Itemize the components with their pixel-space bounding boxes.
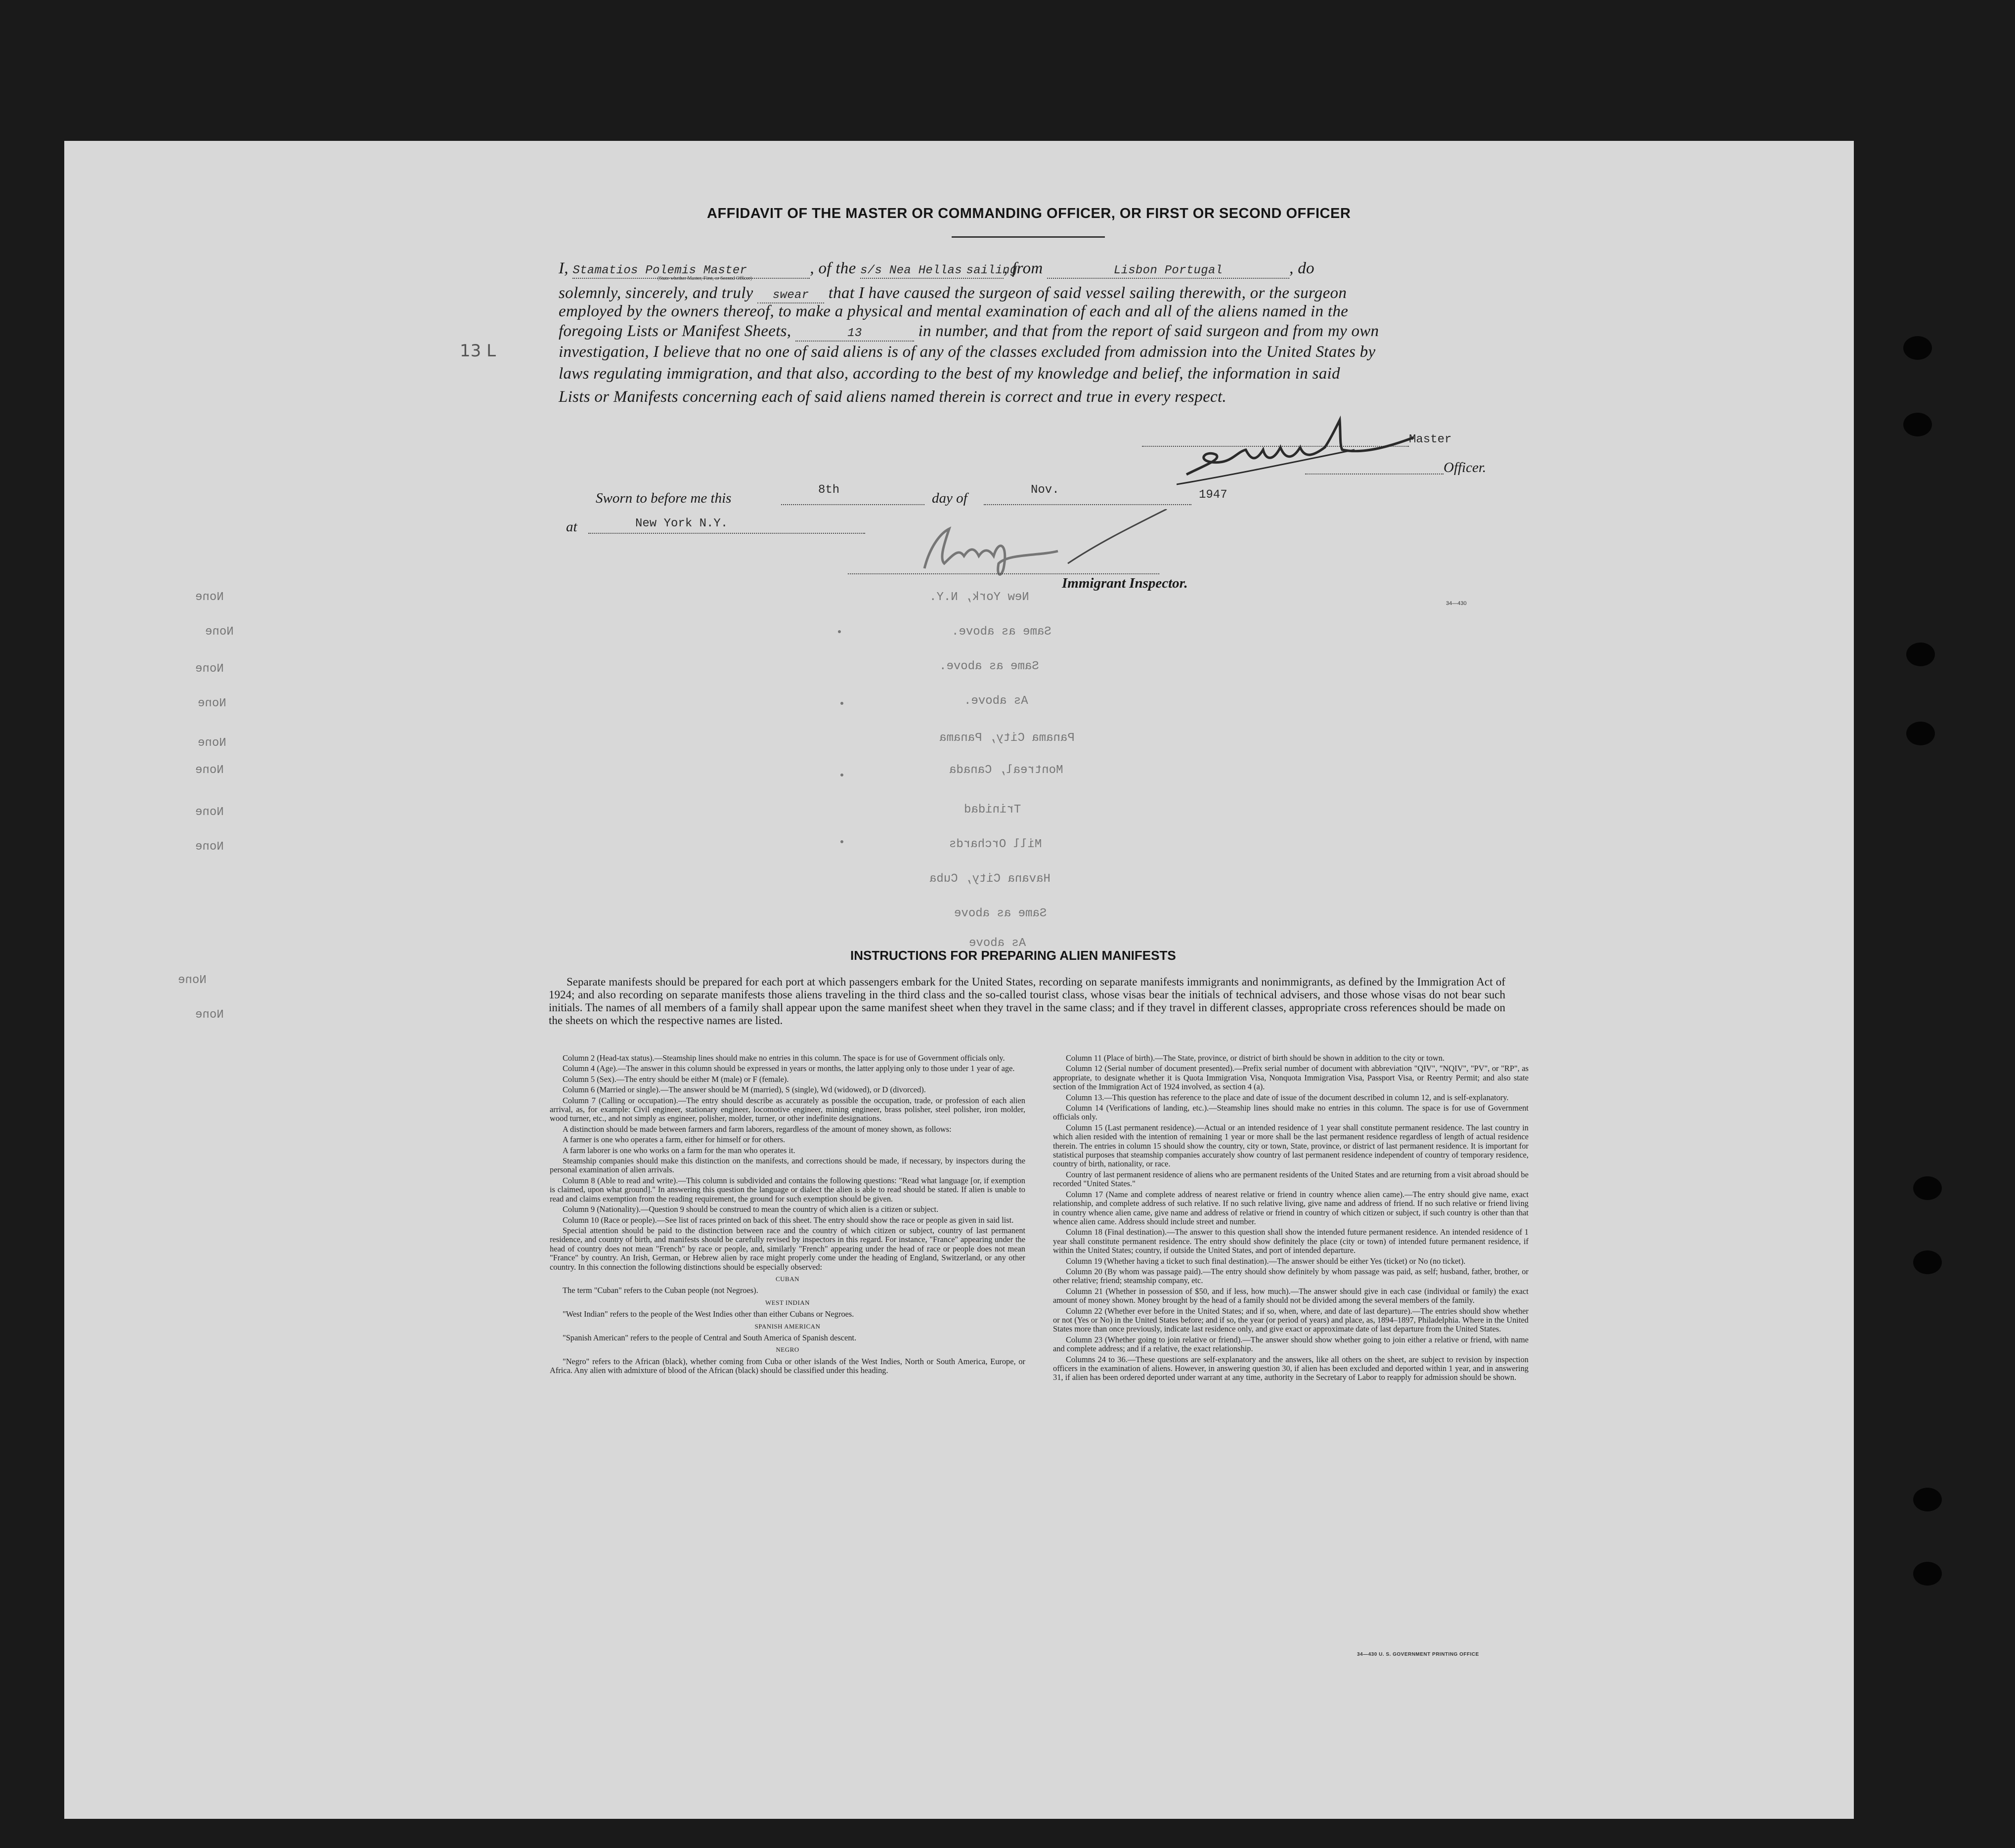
instruction-paragraph: A farm laborer is one who works on a farm for the man who operates it. xyxy=(563,1145,795,1155)
instruction-paragraph: Special attention should be paid to the distinction between race and the country of which citizen or subject, country of last permanent residence, and country of birth, and manifests should be carefully revised by inspectors in this regard. For instance, "France" appearing under the head of country does not mean "French" by race or people, and, similarly "French" appearing under the head of race or people does not mean "France" by country. An Irish, German, or Hebrew alien by race might properly come under the heading of England, Switzerland, or any other country. In this connection the following distinctions should be especially observed: xyxy=(550,1225,1025,1272)
punch-hole xyxy=(1906,722,1935,745)
bleed-through-mark xyxy=(838,630,841,633)
form-number: 34—430 xyxy=(1446,601,1467,606)
vessel-name: s/s Nea Hellas xyxy=(860,264,962,277)
affidavit-line-2: solemnly, sincerely, and truly swear that I have caused the surgeon of said vessel sailing therewith, or the surgeon xyxy=(559,284,1503,303)
bleed-through-text: None xyxy=(198,736,226,750)
bleed-through-mark xyxy=(840,774,843,776)
instruction-paragraph: Column 8 (Able to read and write).—This column is subdivided and contains the following questions: "Read what language [or, if exemption is claimed, upon what ground]." In answering this question the language or dialect the alien is able to read should be stated. If alien is unable to read and claims exemption from the reading requirement, the ground for such exemption should be given. xyxy=(550,1175,1025,1203)
punch-hole xyxy=(1913,1562,1942,1586)
master-title: Master xyxy=(1409,433,1452,446)
bleed-through-text: Same as above. xyxy=(952,625,1051,639)
instruction-paragraph: "Spanish American" refers to the people of Central and South America of Spanish descent. xyxy=(563,1332,857,1342)
instruction-paragraph: Column 17 (Name and complete address of nearest relative or friend in country whence alien came).—The entry should give name, exact relationship, and complete address of such relative. If no such relative living, give name and address of friend. If no such relative or friend living in country whence alien came, give name and address of relative or friend in country of which citizen or subject, if such country is other than that whence alien came. Address should include street and number. xyxy=(1053,1189,1529,1226)
bleed-through-mark xyxy=(840,840,843,843)
instructions-title: INSTRUCTIONS FOR PREPARING ALIEN MANIFESTS xyxy=(850,948,1176,963)
instruction-paragraph: Steamship companies should make this distinction on the manifests, and corrections should be made, if necessary, by inspectors during the personal examination of alien arrivals. xyxy=(550,1156,1025,1175)
officer-rank-hint: (State whether Master, First, or Second Officer) xyxy=(657,276,752,281)
instruction-paragraph: Column 7 (Calling or occupation).—The entry should describe as accurately as possible the occupation, trade, or profession of each alien arrival, as, for example: Civil engineer, stationary engineer, locomotive engineer, mining engineer, brass polisher, steel polisher, iron molder, wood turner, etc., and not simply as engineer, polisher, molder, turner, or other indefinite designations. xyxy=(550,1095,1025,1123)
instruction-paragraph: Country of last permanent residence of aliens who are permanent residents of the United States and are returning from a visit abroad should be recorded "United States." xyxy=(1053,1169,1529,1189)
instruction-paragraph: Column 11 (Place of birth).—The State, province, or district of birth should be shown in addition to the city or town. xyxy=(1066,1053,1445,1063)
bleed-through-text: None xyxy=(195,806,224,819)
instruction-paragraph: A farmer is one who operates a farm, either for himself or for others. xyxy=(563,1135,786,1145)
bleed-through-text: None xyxy=(205,625,234,639)
inspector-label: Immigrant Inspector. xyxy=(1062,575,1188,591)
sworn-place: New York N.Y. xyxy=(635,517,728,530)
section-heading: WEST INDIAN xyxy=(765,1298,810,1306)
instruction-paragraph: "Negro" refers to the African (black), whether coming from Cuba or other islands of the West Indies, North or South America, Europe, or Africa. Any alien with admixture of blood of the African (black) should be classified under this heading. xyxy=(550,1356,1025,1375)
bleed-through-text: None xyxy=(198,697,226,710)
bleed-through-text: Same as above xyxy=(954,907,1047,920)
instruction-paragraph: Column 19 (Whether having a ticket to such final destination).—The answer should be either Yes (ticket) or No (no ticket). xyxy=(1066,1256,1466,1266)
instruction-paragraph: Column 6 (Married or single).—The answer should be M (married), S (single), Wd (widowed), or D (divorced). xyxy=(563,1085,926,1095)
printer-imprint: 34—430 U. S. GOVERNMENT PRINTING OFFICE xyxy=(1357,1652,1479,1657)
affidavit-line-7: Lists or Manifests concerning each of said aliens named therein is correct and true in every respect. xyxy=(559,388,1227,406)
instruction-paragraph: Column 14 (Verifications of landing, etc.).—Steamship lines should make no entries in this column. The space is for use of Government officials only. xyxy=(1053,1103,1529,1122)
instruction-paragraph: The term "Cuban" refers to the Cuban people (not Negroes). xyxy=(563,1286,758,1295)
instruction-paragraph: Column 10 (Race or people).—See list of races printed on back of this sheet. The entry should show the race or people as given in said list. xyxy=(563,1215,1014,1225)
sworn-month: Nov. xyxy=(1031,483,1059,497)
sheet-count: 13 xyxy=(847,327,862,340)
sworn-day: 8th xyxy=(818,483,840,497)
instructions-intro: Separate manifests should be prepared for each port at which passengers embark for the United States, recording on separate manifests immigrants and nonimmigrants, as defined by the Immigration Act of 1924; and also recording on separate manifests those aliens traveling in the third class and the so-called tourist class, whose visas bear the initials of technical advisers, and those whose visas do not bear such initials. The names of all members of a family shall appear upon the same manifest sheet when they travel in the same class; and if they travel in different classes, appropriate cross references should be made on the sheets on which the respective names are listed. xyxy=(549,976,1505,1027)
inspector-signature xyxy=(910,509,1216,583)
affidavit-title: AFFIDAVIT OF THE MASTER OR COMMANDING OFFICER, OR FIRST OR SECOND OFFICER xyxy=(707,206,1351,221)
punch-hole xyxy=(1906,643,1935,666)
instruction-paragraph: "West Indian" refers to the people of the West Indies other than either Cubans or Negroes. xyxy=(563,1309,854,1319)
day-of-label: day of xyxy=(932,490,967,506)
punch-hole xyxy=(1903,336,1932,360)
bleed-through-text: Havana City, Cuba xyxy=(929,872,1051,886)
instruction-paragraph: Column 13.—This question has reference to the place and date of issue of the document described in column 12, and is self-explanatory. xyxy=(1066,1092,1509,1102)
sworn-label: Sworn to before me this xyxy=(596,490,732,506)
bleed-through-text: As above. xyxy=(964,694,1028,708)
instruction-paragraph: Column 22 (Whether ever before in the United States; and if so, when, where, and date of last departure).—The entries should show whether or not (Yes or No) in the United States before; and if so, the year (or period of years) and place, as, 1894–1897, Philadelphia. Where in the United States more than once previously, indicate last residence only, and give exact or approximate date of last departure from the United States. xyxy=(1053,1306,1529,1334)
affidavit-line-4: foregoing Lists or Manifest Sheets, 13 in number, and that from the report of said surgeon and from my own xyxy=(559,322,1503,342)
instruction-paragraph: A distinction should be made between farmers and farm laborers, regardless of the amount of money shown, as follows: xyxy=(563,1124,952,1134)
instruction-paragraph: Column 15 (Last permanent residence).—Actual or an intended residence of 1 year shall constitute permanent residence. The last country in which alien resided with the intention of remaining 1 year or more shall be the last permanent residence regardless of length of actual residence therein. The entries in column 15 should show the country, city or town, State, province, or district of last permanent residence. It is important for statistical purposes that steamship companies accurately show country of last permanent residence independent of country of temporary residence, country of birth, nationality, or race. xyxy=(1053,1122,1529,1169)
margin-pencil-note: 13 L xyxy=(460,341,496,361)
instruction-paragraph: Columns 24 to 36.—These questions are self-explanatory and the answers, like all others on the sheet, are subject to revision by inspection officers in the examination of aliens. However, in answering question 30, if alien has been excluded and deported within 1 year, and in answering 31, if alien has been ordered deported under warrant at any time, authority in the Secretary of Labor to reapply for admission should be shown. xyxy=(1053,1354,1529,1382)
officer-label: Officer. xyxy=(1444,460,1487,475)
instruction-paragraph: Column 2 (Head-tax status).—Steamship lines should make no entries in this column. The space is for use of Government officials only. xyxy=(563,1053,1005,1063)
sworn-year: 1947 xyxy=(1199,488,1227,502)
instruction-paragraph: Column 9 (Nationality).—Question 9 should be construed to mean the country of which alien is a citizen or subject. xyxy=(563,1204,939,1214)
departure-port: Lisbon Portugal xyxy=(1113,264,1223,277)
punch-hole xyxy=(1913,1488,1942,1511)
bleed-through-text: None xyxy=(195,764,224,777)
affidavit-line-1: I, Stamatios Polemis Master , of the s/s Nea Hellas sailing, from Lisbon Portugal , do xyxy=(559,259,1503,279)
title-rule xyxy=(952,236,1105,238)
instructions-right-column xyxy=(1053,1054,1529,1384)
instruction-paragraph: Column 18 (Final destination).—The answer to this question shall show the intended future permanent residence. An intended residence of 1 year shall constitute permanent residence. The entry should show definitely the place (city or town) of intended future permanent residence, if within the United States; country, if outside the United States, and port of intended departure. xyxy=(1053,1227,1529,1255)
bleed-through-text: None xyxy=(195,662,224,676)
instruction-paragraph: Column 21 (Whether in possession of $50, and if less, how much).—The answer should give in each case (individual or family) the exact amount of money shown. Money brought by the head of a family should not be divided among the several members of the family. xyxy=(1053,1286,1529,1305)
at-label: at xyxy=(566,519,577,535)
punch-hole xyxy=(1913,1176,1942,1200)
affidavit-line-5: investigation, I believe that no one of said aliens is of any of the classes excluded from admission into the United States by xyxy=(559,343,1376,361)
instruction-paragraph: Column 4 (Age).—The answer in this column should be expressed in years or months, the latter applying only to those under 1 year of age. xyxy=(563,1064,1015,1074)
instruction-paragraph: Column 5 (Sex).—The entry should be either M (male) or F (female). xyxy=(563,1074,789,1084)
bleed-through-text: None xyxy=(195,840,224,854)
punch-hole xyxy=(1903,413,1932,436)
instruction-paragraph: Column 23 (Whether going to join relative or friend).—The answer should show whether going to join either a relative or friend, with name and complete address; and if a relative, the exact relationship. xyxy=(1053,1334,1529,1354)
bleed-through-mark xyxy=(840,702,843,705)
bleed-through-text: Trinidad xyxy=(964,803,1021,817)
master-signature xyxy=(1177,400,1434,499)
bleed-through-text: Montreal, Canada xyxy=(949,764,1063,777)
instructions-left-column xyxy=(550,1054,1025,1377)
master-name: Stamatios Polemis Master xyxy=(572,264,747,277)
affidavit-line-3: employed by the owners thereof, to make a physical and mental examination of each and all of the aliens named in the xyxy=(559,302,1349,320)
bleed-through-text: Panama City, Panama xyxy=(939,731,1075,745)
affidavit-line-6: laws regulating immigration, and that also, according to the best of my knowledge and belief, the information in said xyxy=(559,365,1340,383)
bleed-through-text: Same as above. xyxy=(939,660,1039,673)
punch-hole xyxy=(1913,1250,1942,1274)
bleed-through-text: None xyxy=(178,974,207,987)
instruction-paragraph: Column 20 (By whom was passage paid).—The entry should show definitely by whom passage was paid, as self; husband, father, brother, or other relative; friend; steamship company, etc. xyxy=(1053,1266,1529,1286)
instruction-paragraph: Column 12 (Serial number of document presented).—Prefix serial number of document with abbreviation "QIV", "NQIV", "PV", or "RP", as appropriate, to designate whether it is Quota Immigration Visa, Nonquota Immigration Visa, Passport Visa, or Reentry Permit; and also state section of the Immigration Act of 1924 involved, as section 4 (a). xyxy=(1053,1064,1529,1092)
inspector-line xyxy=(848,573,1159,574)
bleed-through-text: As above xyxy=(969,937,1026,950)
bleed-through-text: New York, N.Y. xyxy=(929,591,1029,604)
sworn-month-line xyxy=(984,504,1191,505)
section-heading: NEGRO xyxy=(776,1346,799,1354)
section-heading: SPANISH AMERICAN xyxy=(754,1322,821,1330)
section-heading: CUBAN xyxy=(775,1275,799,1283)
bleed-through-text: Mill Orchards xyxy=(949,838,1042,851)
sworn-day-line xyxy=(781,504,924,505)
bleed-through-text: None xyxy=(195,591,224,604)
place-line xyxy=(588,533,865,534)
oath-word: swear xyxy=(772,289,809,302)
bleed-through-text: None xyxy=(195,1008,224,1022)
